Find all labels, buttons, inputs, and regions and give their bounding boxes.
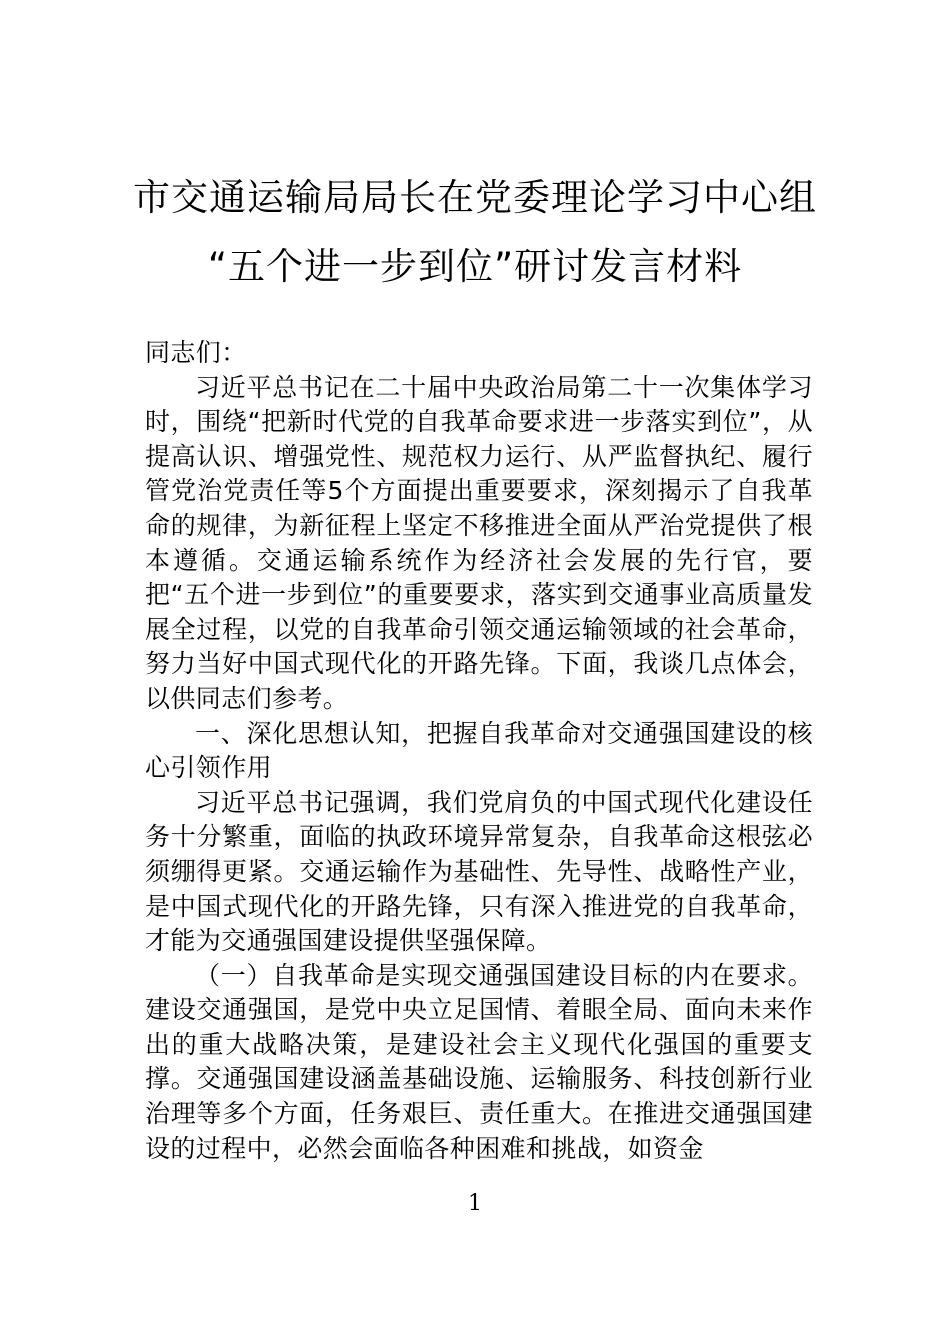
- paragraph-intro: 习近平总书记在二十届中央政治局第二十一次集体学习时，围绕“把新时代党的自我革命要求进一步落实到位”，从提高认识、增强党性、规范权力运行、从严监督执纪、履行管党治党责任等5个方面提出重要要求，深刻揭示了自我革命的规律，为新征程上坚定不移推进全面从严治党提供了根本遵循。交通运输系统作为经济社会发展的先行官，要把“五个进一步到位”的重要要求，落实到交通事业高质量发展全过程，以党的自我革命引领交通运输领域的社会革命，努力当好中国式现代化的开路先锋。下面，我谈几点体会，以供同志们参考。: [145, 372, 813, 713]
- paragraph-section-1: 习近平总书记强调，我们党肩负的中国式现代化建设任务十分繁重，面临的执政环境异常复杂，自我革命这根弦必须绷得更紧。交通运输作为基础性、先导性、战略性产业，是中国式现代化的开路先锋，只有深入推进党的自我革命，才能为交通强国建设提供坚强保障。: [145, 787, 813, 956]
- section-heading-1: 一、深化思想认知，把握自我革命对交通强国建设的核心引领作用: [145, 718, 813, 783]
- salutation: 同志们：: [145, 338, 247, 367]
- document-title-line-1: 市交通运输局局长在党委理论学习中心组: [133, 176, 817, 219]
- paragraph-subsection-1: （一）自我革命是实现交通强国建设目标的内在要求。建设交通强国，是党中央立足国情、着眼全局、面向未来作出的重大战略决策，是建设社会主义现代化强国的重要支撑。交通强国建设涵盖基础设施、运输服务、科技创新行业治理等多个方面，任务艰巨、责任重大。在推进交通强国建设的过程中，必然会面临各种困难和挑战，如资金: [145, 960, 813, 1163]
- document-body: [145, 336, 813, 1166]
- page-number: 1: [468, 1191, 482, 1216]
- document-title-line-2: “五个进一步到位”研讨发言材料: [207, 245, 743, 288]
